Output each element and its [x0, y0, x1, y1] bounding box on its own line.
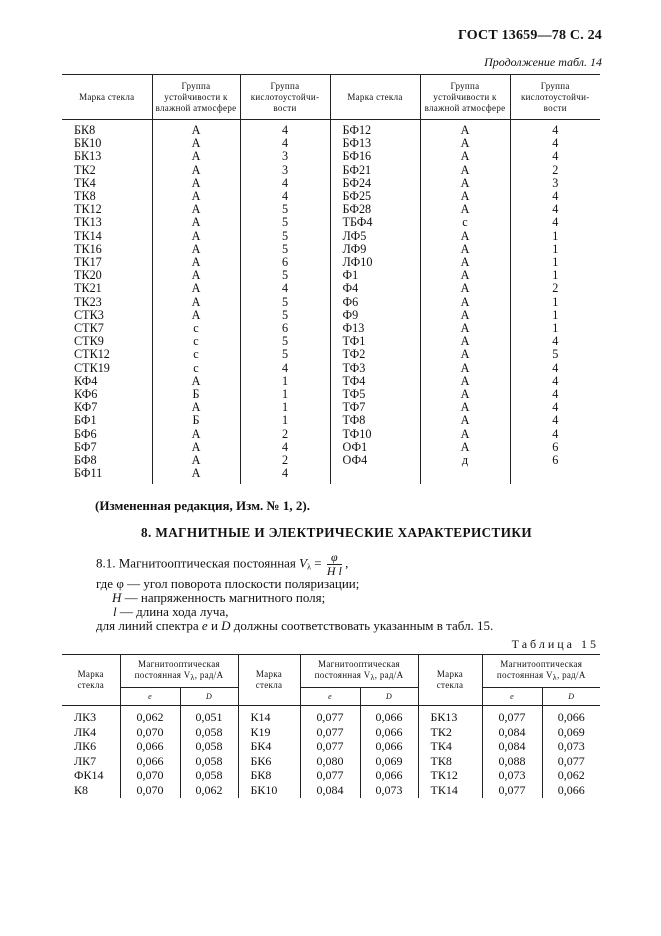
table-cell: 0,051	[180, 706, 238, 725]
table-cell: 0,058	[180, 754, 238, 769]
table-cell: 4	[510, 388, 600, 401]
table-cell: 4	[510, 362, 600, 375]
table-cell: А	[420, 441, 510, 454]
table-cell: 0,077	[300, 739, 360, 754]
table-cell: А	[420, 309, 510, 322]
table-cell: А	[420, 256, 510, 269]
table-cell: А	[420, 428, 510, 441]
table-cell: ЛК4	[74, 724, 97, 739]
table-14-header	[62, 75, 600, 120]
table-cell: 0,077	[482, 783, 542, 798]
table-cell: А	[420, 322, 510, 335]
table-cell: 3	[240, 164, 330, 177]
table-cell: 0,070	[120, 783, 180, 798]
table-cell: А	[152, 309, 240, 322]
page-header: ГОСТ 13659—78 С. 24	[458, 28, 602, 43]
table-cell: СТК19	[74, 360, 110, 375]
table-cell: 4	[240, 282, 330, 295]
table-cell: 0,062	[120, 706, 180, 725]
table-cell: с	[152, 322, 240, 335]
t15-header-D-2: D	[360, 688, 418, 706]
table-cell: ТК14	[418, 783, 482, 798]
table-cell: ТК12	[418, 768, 482, 783]
t15-header-e-1: e	[120, 688, 180, 706]
header-mark-2: Марка стекла	[330, 75, 420, 120]
table-cell: БК13	[74, 149, 102, 164]
table-cell: А	[420, 282, 510, 295]
table-cell: 0,073	[482, 768, 542, 783]
table-cell: 0,077	[300, 706, 360, 725]
table-row	[62, 348, 600, 361]
table-cell: 5	[240, 230, 330, 243]
table-cell: 1	[510, 243, 600, 256]
table-cell: А	[152, 137, 240, 150]
table-cell: ЛФ5	[330, 230, 420, 243]
table-row	[62, 768, 600, 783]
table-cell: ТФ4	[330, 375, 420, 388]
header-moisture-group-2: Группа устойчивости к влажной атмосфере	[420, 75, 510, 120]
table-cell: БК6	[238, 754, 300, 769]
table-cell: 0,070	[120, 725, 180, 740]
table-cell: ТК20	[74, 268, 102, 283]
table-cell: А	[420, 177, 510, 190]
table-row	[62, 269, 600, 282]
table-cell: А	[420, 269, 510, 282]
table-cell: БФ1	[74, 413, 97, 428]
table-cell: 5	[240, 296, 330, 309]
table-cell: СТК12	[74, 347, 110, 362]
table-cell: ТК4	[74, 175, 96, 190]
table-row	[62, 150, 600, 163]
table-cell: 1	[240, 401, 330, 414]
amendment-note: (Измененная редакция, Изм. № 1, 2).	[95, 498, 310, 513]
table-cell: 6	[240, 256, 330, 269]
where-H: H — напряженность магнитного поля;	[112, 590, 326, 605]
table-row	[62, 388, 600, 401]
table-cell: 0,066	[542, 706, 600, 725]
table-cell: 4	[510, 428, 600, 441]
table-cell: А	[420, 335, 510, 348]
table-cell: 0,058	[180, 768, 238, 783]
table-cell: 1	[240, 375, 330, 388]
table-cell: БФ28	[330, 203, 420, 216]
table-cell: 2	[510, 164, 600, 177]
table-row	[62, 454, 600, 467]
table-cell: А	[420, 375, 510, 388]
table-14-body	[62, 120, 600, 485]
table-cell: 4	[510, 401, 600, 414]
table-cell: БК10	[74, 136, 102, 151]
table-cell: 5	[240, 203, 330, 216]
table-cell: д	[420, 454, 510, 467]
t15-header-const-2: Магнитооптическая постоянная Vλ, рад/А	[300, 655, 418, 688]
table-cell: 0,077	[300, 768, 360, 783]
table-cell: БФ25	[330, 190, 420, 203]
table-cell: А	[420, 137, 510, 150]
table-cell: ОФ1	[330, 441, 420, 454]
table-cell: 0,080	[300, 754, 360, 769]
table-cell: 2	[510, 282, 600, 295]
table-cell: с	[420, 216, 510, 229]
table-cell: Б	[152, 414, 240, 427]
table-cell: Ф13	[330, 322, 420, 335]
table-cell: 0,088	[482, 754, 542, 769]
table-cell: 4	[510, 150, 600, 163]
table-row	[62, 467, 600, 480]
t15-header-const-3: Магнитооптическая постоянная Vλ, рад/А	[482, 655, 600, 688]
table-cell: 0,084	[300, 783, 360, 798]
table-cell: 5	[240, 309, 330, 322]
table-cell: ЛФ10	[330, 256, 420, 269]
table-cell: 1	[240, 388, 330, 401]
table-cell: ТФ7	[330, 401, 420, 414]
table-row	[62, 309, 600, 322]
table-cell: 1	[240, 414, 330, 427]
table-cell: БК13	[418, 706, 482, 725]
table-cell: 4	[240, 467, 330, 480]
table-cell: 4	[240, 441, 330, 454]
table-cell: 0,066	[120, 739, 180, 754]
table-cell: К14	[238, 706, 300, 725]
table-cell: 0,062	[180, 783, 238, 798]
table-row	[62, 414, 600, 427]
table-row	[62, 137, 600, 150]
table-cell: КФ7	[74, 400, 98, 415]
table-cell: ТК4	[418, 739, 482, 754]
table-cell: А	[152, 203, 240, 216]
table-cell: ЛК7	[74, 753, 97, 768]
table-cell: 5	[240, 348, 330, 361]
table-cell: А	[152, 441, 240, 454]
table-cell: А	[152, 282, 240, 295]
table-cell: А	[420, 120, 510, 138]
table-cell: КФ6	[74, 387, 98, 402]
table-cell: 0,058	[180, 739, 238, 754]
table-cell: 5	[510, 348, 600, 361]
table-cell: 1	[510, 230, 600, 243]
table-cell: БК8	[74, 123, 96, 137]
table-cell: 0,066	[120, 754, 180, 769]
table-cell: А	[420, 243, 510, 256]
table-15-body	[62, 706, 600, 798]
table-cell: 1	[510, 256, 600, 269]
table-cell: А	[152, 243, 240, 256]
table-cell	[330, 467, 420, 480]
table-cell: А	[152, 190, 240, 203]
table-cell: 4	[240, 120, 330, 138]
table-cell: 0,073	[360, 783, 418, 798]
table-cell: БФ11	[74, 466, 103, 481]
table-row	[62, 120, 600, 138]
table-cell: 1	[510, 296, 600, 309]
where-phi: где φ — угол поворота плоскости поляризации;	[96, 576, 360, 591]
table-cell: 0,069	[360, 754, 418, 769]
t15-header-D-3: D	[542, 688, 600, 706]
table-cell: 1	[510, 269, 600, 282]
table-cell: ТК13	[74, 215, 102, 230]
table-cell: ОФ4	[330, 454, 420, 467]
table-cell: ТК2	[74, 162, 96, 177]
t15-header-mark-2: Марка стекла	[238, 655, 300, 706]
table-row	[62, 375, 600, 388]
t15-header-mark-1: Марка стекла	[62, 655, 120, 706]
table-cell: А	[152, 467, 240, 480]
table-cell: А	[152, 120, 240, 138]
table-cell: ТК14	[74, 228, 102, 243]
table-cell: 1	[510, 322, 600, 335]
table-cell: ТФ3	[330, 362, 420, 375]
header-moisture-group: Группа устойчивости к влажной атмосфере	[152, 75, 240, 120]
table-cell: БФ6	[74, 426, 97, 441]
t15-header-D-1: D	[180, 688, 238, 706]
table-cell: А	[152, 428, 240, 441]
table-15	[62, 654, 600, 798]
spectrum-lines-text: для линий спектра e и D должны соответствовать указанным в табл. 15.	[96, 618, 494, 633]
table-cell: ТФ5	[330, 388, 420, 401]
table-cell: 4	[510, 203, 600, 216]
table-cell: 4	[510, 120, 600, 138]
formula-fraction: $\frac{\varphi}{\text{H l}}$	[326, 550, 342, 578]
table-cell: ТК2	[418, 725, 482, 740]
table-cell: А	[420, 203, 510, 216]
table-cell: БК4	[238, 739, 300, 754]
header-acid-group: Группа кислотоустойчи- вости	[240, 75, 330, 120]
table-cell: КФ4	[74, 373, 98, 388]
table-cell: А	[152, 269, 240, 282]
table-cell: 4	[510, 375, 600, 388]
table-row	[62, 256, 600, 269]
table-cell: СТК3	[74, 307, 104, 322]
table-cell: А	[420, 401, 510, 414]
table-cell: БФ7	[74, 439, 97, 454]
table-cell: 0,070	[120, 768, 180, 783]
table-cell: 5	[240, 243, 330, 256]
table-cell: 0,069	[542, 725, 600, 740]
table-cell	[420, 467, 510, 480]
table-row	[62, 177, 600, 190]
table-cell: 4	[510, 414, 600, 427]
table-row	[62, 362, 600, 375]
table-cell: 2	[240, 454, 330, 467]
table-cell: 0,066	[360, 768, 418, 783]
table-cell: 2	[240, 428, 330, 441]
table-cell: СТК9	[74, 334, 104, 349]
table-cell: 0,084	[482, 725, 542, 740]
table-cell: 0,073	[542, 739, 600, 754]
table-14	[62, 74, 600, 484]
table-cell: ТК21	[74, 281, 102, 296]
table-cell: 0,062	[542, 768, 600, 783]
table-cell: 5	[240, 335, 330, 348]
table-cell: А	[152, 150, 240, 163]
table-cell: А	[152, 296, 240, 309]
where-l: l — длина хода луча,	[113, 604, 229, 619]
table-cell: 0,066	[360, 739, 418, 754]
table-cell: К19	[238, 725, 300, 740]
table-cell: А	[152, 216, 240, 229]
t15-header-const-1: Магнитооптическая постоянная Vλ, рад/А	[120, 655, 238, 688]
table-cell: с	[152, 348, 240, 361]
table-cell: А	[152, 230, 240, 243]
table-cell: ТФ1	[330, 335, 420, 348]
table-cell: БК10	[238, 783, 300, 798]
table-cell: А	[420, 164, 510, 177]
table-cell: БФ16	[330, 150, 420, 163]
table-cell: БФ13	[330, 137, 420, 150]
table-cell: ТФ10	[330, 428, 420, 441]
table-cell: 4	[510, 216, 600, 229]
table-cell: с	[152, 335, 240, 348]
table-continuation-label: Продолжение табл. 14	[484, 55, 602, 69]
table-row	[62, 441, 600, 454]
table-cell: К8	[74, 782, 89, 797]
table-cell: ТК17	[74, 255, 102, 270]
table-cell: БК8	[238, 768, 300, 783]
table-cell: 1	[510, 309, 600, 322]
table-cell: 0,066	[360, 706, 418, 725]
table-cell: А	[420, 362, 510, 375]
table-row	[62, 230, 600, 243]
table-row	[62, 216, 600, 229]
table-cell: 3	[510, 177, 600, 190]
table-cell: 4	[240, 137, 330, 150]
table-cell: А	[152, 375, 240, 388]
table-cell: А	[152, 177, 240, 190]
table-cell: А	[420, 348, 510, 361]
table-cell: 4	[240, 190, 330, 203]
table-cell: А	[420, 414, 510, 427]
table-15-caption: Таблица 15	[511, 637, 599, 651]
table-cell: с	[152, 362, 240, 375]
table-cell: ТК23	[74, 294, 102, 309]
t15-header-e-3: e	[482, 688, 542, 706]
table-cell: 0,077	[542, 754, 600, 769]
table-cell: Ф9	[330, 309, 420, 322]
table-cell: 4	[240, 177, 330, 190]
table-cell: ТБФ4	[330, 216, 420, 229]
table-cell: ЛФ9	[330, 243, 420, 256]
table-cell: 5	[240, 216, 330, 229]
table-cell: 3	[240, 150, 330, 163]
table-cell: БФ24	[330, 177, 420, 190]
table-cell: Ф4	[330, 282, 420, 295]
t15-header-mark-3: Марка стекла	[418, 655, 482, 706]
table-cell: А	[152, 454, 240, 467]
table-row	[62, 203, 600, 216]
table-row	[62, 243, 600, 256]
table-cell: А	[152, 401, 240, 414]
table-cell: 4	[510, 137, 600, 150]
table-cell: А	[420, 296, 510, 309]
table-cell: 0,084	[482, 739, 542, 754]
paragraph-8-1: 8.1. Магнитооптическая постоянная $V_\lambda$ = $\frac{\varphi}{\text{H l}}$ ,	[96, 550, 349, 578]
table-cell: ТФ8	[330, 414, 420, 427]
t15-header-e-2: e	[300, 688, 360, 706]
table-cell: ЛК6	[74, 739, 97, 754]
table-row	[62, 725, 600, 740]
table-row	[62, 428, 600, 441]
table-cell: Ф1	[330, 269, 420, 282]
table-row	[62, 739, 600, 754]
table-cell: ТФ2	[330, 348, 420, 361]
table-cell: ТК8	[418, 754, 482, 769]
header-acid-group-2: Группа кислотоустойчи- вости	[510, 75, 600, 120]
table-cell: А	[152, 164, 240, 177]
table-cell: 0,066	[542, 783, 600, 798]
table-cell: ЛК3	[74, 710, 97, 724]
table-row	[62, 322, 600, 335]
table-cell: СТК7	[74, 321, 104, 336]
table-cell	[510, 467, 600, 480]
table-cell: ТК8	[74, 189, 96, 204]
table-cell: БФ12	[330, 120, 420, 138]
table-cell: А	[420, 388, 510, 401]
table-cell: 0,077	[300, 725, 360, 740]
table-row	[62, 335, 600, 348]
table-cell: 6	[510, 441, 600, 454]
table-row	[62, 296, 600, 309]
table-cell: ТК16	[74, 241, 102, 256]
table-row	[62, 282, 600, 295]
table-row	[62, 164, 600, 177]
table-cell: А	[420, 230, 510, 243]
table-cell: 6	[510, 454, 600, 467]
table-cell: Б	[152, 388, 240, 401]
table-cell: Ф6	[330, 296, 420, 309]
table-cell: 0,066	[360, 725, 418, 740]
table-cell: 4	[240, 362, 330, 375]
table-cell: 4	[510, 335, 600, 348]
table-cell: 0,077	[482, 706, 542, 725]
table-row	[62, 706, 600, 725]
table-row	[62, 401, 600, 414]
table-cell: ТК12	[74, 202, 102, 217]
table-cell: БФ8	[74, 453, 97, 468]
table-cell: 5	[240, 269, 330, 282]
table-cell: ФК14	[74, 768, 104, 783]
table-cell: БФ21	[330, 164, 420, 177]
table-row	[62, 783, 600, 798]
table-cell: 4	[510, 190, 600, 203]
table-row	[62, 190, 600, 203]
section-title: 8. МАГНИТНЫЕ И ЭЛЕКТРИЧЕСКИЕ ХАРАКТЕРИСТИКИ	[140, 525, 533, 540]
table-cell: 0,058	[180, 725, 238, 740]
table-row	[62, 754, 600, 769]
header-mark: Марка стекла	[62, 75, 152, 120]
table-cell: 6	[240, 322, 330, 335]
table-cell: А	[420, 150, 510, 163]
table-cell: А	[152, 256, 240, 269]
table-cell: А	[420, 190, 510, 203]
